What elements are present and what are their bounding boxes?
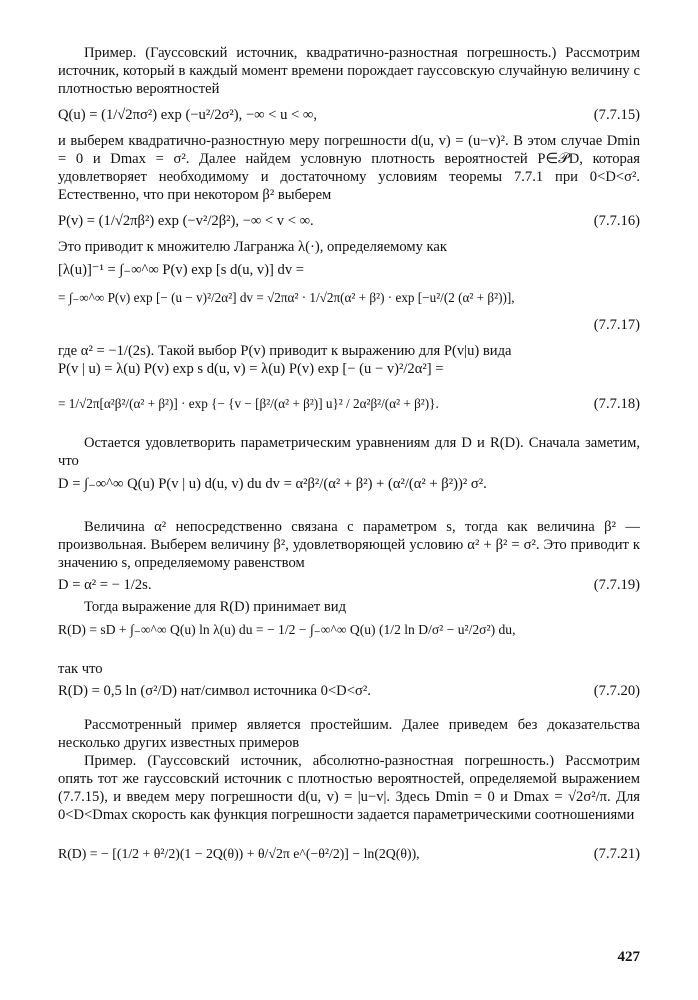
equation-number-7-7-15: (7.7.15) <box>593 107 640 123</box>
equation-distortion-D: D = ∫₋∞^∞ Q(u) P(v | u) d(u, v) du dv = α²β²/(α² + β²) + (α²/(α² + β²))² σ². <box>58 476 487 492</box>
paragraph-alpha-beta: Величина α² непосредственно связана с параметром s, тогда как величина β² — произвольная. Выберем величину β², удовлетворяющей условию α² + β² = σ². Это приводит к значению s, определяемому равенством <box>58 519 640 571</box>
equation-7-7-15: Q(u) = (1/√2πσ²) exp (−u²/2σ²), −∞ < u < ∞, <box>58 107 317 123</box>
equation-7-7-16: P(v) = (1/√2πβ²) exp (−v²/2β²), −∞ < v < ∞. <box>58 213 314 229</box>
paragraph-lagrange: Это приводит к множителю Лагранжа λ(·), определяемому как <box>58 239 447 255</box>
equation-7-7-15-row <box>58 106 640 124</box>
equation-number-7-7-18: (7.7.18) <box>593 396 640 412</box>
equation-7-7-18-line2: = 1/√2π[α²β²/(α² + β²)] · exp {− {v − [β²/(α² + β²)] u}² / 2α²β²/(α² + β²)}. <box>58 396 439 411</box>
equation-7-7-18-line1: P(v | u) = λ(u) P(v) exp s d(u, v) = λ(u) P(v) exp [− (u − v)²/2α²] = <box>58 361 444 377</box>
equation-7-7-19: D = α² = − 1/2s. <box>58 577 152 593</box>
paragraph-simplest-example: Рассмотренный пример является простейшим. Далее приведем без доказательства несколько других известных примеров <box>58 717 640 751</box>
equation-number-7-7-17: (7.7.17) <box>593 317 640 333</box>
equation-7-7-18-row <box>58 390 640 418</box>
paragraph-so-that: так что <box>58 661 103 677</box>
paragraph-example-1: Пример. (Гауссовский источник, квадратично-разностная погрешность.) Рассмотрим источник, который в каждый момент времени порождает гауссовскую случайную величину с плотностью вероятностей <box>58 45 640 97</box>
equation-rate-R: R(D) = sD + ∫₋∞^∞ Q(u) ln λ(u) du = − 1/2 − ∫₋∞^∞ Q(u) (1/2 ln D/σ² − u²/2σ²) du, <box>58 622 516 637</box>
equation-7-7-19-row <box>58 576 640 594</box>
paragraph-parametric: Остается удовлетворить параметрическим уравнениям для D и R(D). Сначала заметим, что <box>58 435 640 469</box>
paragraph-rate-expression: Тогда выражение для R(D) принимает вид <box>84 599 346 615</box>
paragraph-where-alpha: где α² = −1/(2s). Такой выбор P(v) приводит к выражению для P(v|u) вида <box>58 343 512 359</box>
paragraph-measure: и выберем квадратично-разностную меру погрешности d(u, v) = (u−v)². В этом случае Dmin = 0 и Dmax = σ². Далее найдем условную плотность вероятностей P∈𝒫D, которая удовлетворяет необходимому и достаточному условиям теоремы 7.7.1 при 0<D<σ². Естественно, что при некотором β² выберем <box>58 133 640 203</box>
equation-number-7-7-16: (7.7.16) <box>593 213 640 229</box>
equation-7-7-20-row <box>58 682 640 700</box>
equation-7-7-20: R(D) = 0,5 ln (σ²/D) нат/символ источника 0<D<σ². <box>58 683 371 699</box>
equation-number-7-7-21: (7.7.21) <box>593 846 640 862</box>
equation-number-7-7-19: (7.7.19) <box>593 577 640 593</box>
equation-7-7-21-row <box>58 840 640 868</box>
equation-7-7-21: R(D) = − [(1/2 + θ²/2)(1 − 2Q(θ)) + θ/√2π e^(−θ²/2)] − ln(2Q(θ)), <box>58 846 420 861</box>
equation-7-7-17-line1: [λ(u)]⁻¹ = ∫₋∞^∞ P(v) exp [s d(u, v)] dv = <box>58 262 304 278</box>
equation-7-7-16-row <box>58 212 640 230</box>
equation-number-7-7-20: (7.7.20) <box>593 683 640 699</box>
page-number: 427 <box>617 949 640 965</box>
equation-7-7-17-line2: = ∫₋∞^∞ P(v) exp [− (u − v)²/2α²] dv = √2πα² · 1/√2π(α² + β²) · exp [−u²/(2 (α² + β²))], <box>58 290 515 305</box>
paragraph-example-2: Пример. (Гауссовский источник, абсолютно-разностная погрешность.) Рассмотрим опять тот же гауссовский источник с плотностью вероятностей, определяемой выражением (7.7.15), и введем меру погрешности d(u, v) = |u−v|. Здесь Dmin = 0 и Dmax = √2σ²/π. Для 0<D<Dmax скорость как функция погрешности задается параметрическими соотношениями <box>58 753 640 823</box>
